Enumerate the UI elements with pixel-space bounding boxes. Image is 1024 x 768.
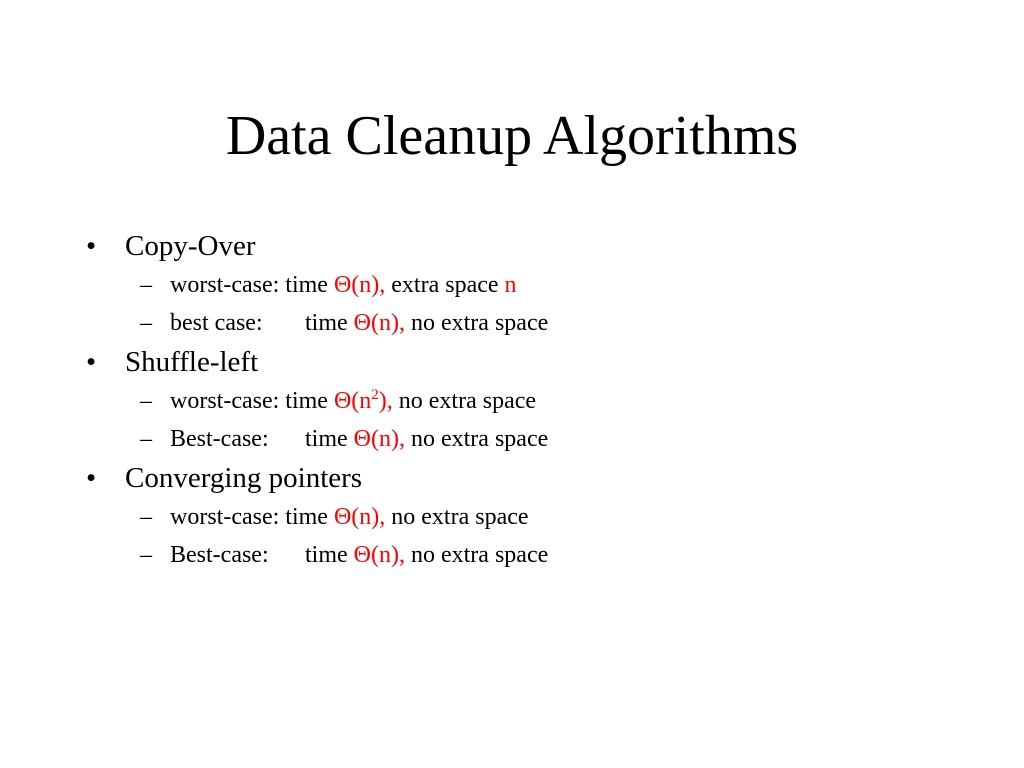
bullet-item-converging-pointers bbox=[86, 458, 966, 498]
complexity: Θ(n), bbox=[353, 426, 405, 452]
case-label: worst-case: bbox=[170, 272, 280, 298]
space-note: no extra space bbox=[391, 504, 529, 530]
time-word: time bbox=[305, 542, 348, 568]
dash-mark: – bbox=[140, 388, 152, 414]
sub-item-shuffle-left-best bbox=[86, 420, 966, 458]
space-highlight: n bbox=[504, 272, 517, 298]
bullet-list bbox=[86, 226, 966, 574]
case-label: Best-case: bbox=[170, 426, 269, 452]
sub-item-text bbox=[170, 536, 548, 574]
sub-item-text bbox=[170, 266, 517, 304]
sub-item-text bbox=[170, 382, 536, 420]
complexity: Θ(n), bbox=[353, 310, 405, 336]
dash-mark: – bbox=[140, 310, 152, 336]
space-note: no extra space bbox=[410, 310, 549, 336]
bullet-label: Shuffle-left bbox=[125, 346, 259, 378]
sub-item-text bbox=[170, 304, 548, 342]
bullet-mark: • bbox=[86, 462, 97, 494]
time-word: time bbox=[285, 388, 328, 414]
complexity: Θ(n), bbox=[333, 504, 386, 530]
complexity: Θ(n), bbox=[353, 542, 405, 568]
time-word: time bbox=[285, 504, 328, 530]
complexity-exponent: 2 bbox=[371, 387, 379, 403]
sub-item-converging-worst bbox=[86, 498, 966, 536]
space-note: extra space bbox=[391, 272, 499, 298]
sub-item-copy-over-best bbox=[86, 304, 966, 342]
sub-item-shuffle-left-worst bbox=[86, 382, 966, 420]
complexity-tail: ), bbox=[378, 388, 393, 414]
sub-item-text bbox=[170, 498, 529, 536]
dash-mark: – bbox=[140, 272, 152, 298]
space-note: no extra space bbox=[410, 426, 549, 452]
dash-mark: – bbox=[140, 542, 152, 568]
bullet-item-copy-over bbox=[86, 226, 966, 266]
complexity bbox=[334, 388, 393, 414]
complexity-base: Θ(n bbox=[333, 388, 372, 414]
space-note: no extra space bbox=[410, 542, 549, 568]
sub-item-converging-best bbox=[86, 536, 966, 574]
time-word: time bbox=[305, 310, 348, 336]
case-label: worst-case: bbox=[170, 388, 280, 414]
case-label: best case: bbox=[170, 310, 263, 336]
sub-item-text bbox=[170, 420, 548, 458]
bullet-label: Copy-Over bbox=[125, 230, 256, 262]
time-word: time bbox=[305, 426, 348, 452]
sub-item-copy-over-worst bbox=[86, 266, 966, 304]
time-word: time bbox=[285, 272, 328, 298]
case-label: Best-case: bbox=[170, 542, 269, 568]
dash-mark: – bbox=[140, 426, 152, 452]
dash-mark: – bbox=[140, 504, 152, 530]
bullet-mark: • bbox=[86, 230, 97, 262]
bullet-label: Converging pointers bbox=[125, 462, 363, 494]
bullet-item-shuffle-left bbox=[86, 342, 966, 382]
complexity: Θ(n), bbox=[333, 272, 386, 298]
space-note: no extra space bbox=[398, 388, 537, 414]
slide-title: Data Cleanup Algorithms bbox=[225, 105, 799, 167]
bullet-mark: • bbox=[86, 346, 97, 378]
case-label: worst-case: bbox=[170, 504, 280, 530]
